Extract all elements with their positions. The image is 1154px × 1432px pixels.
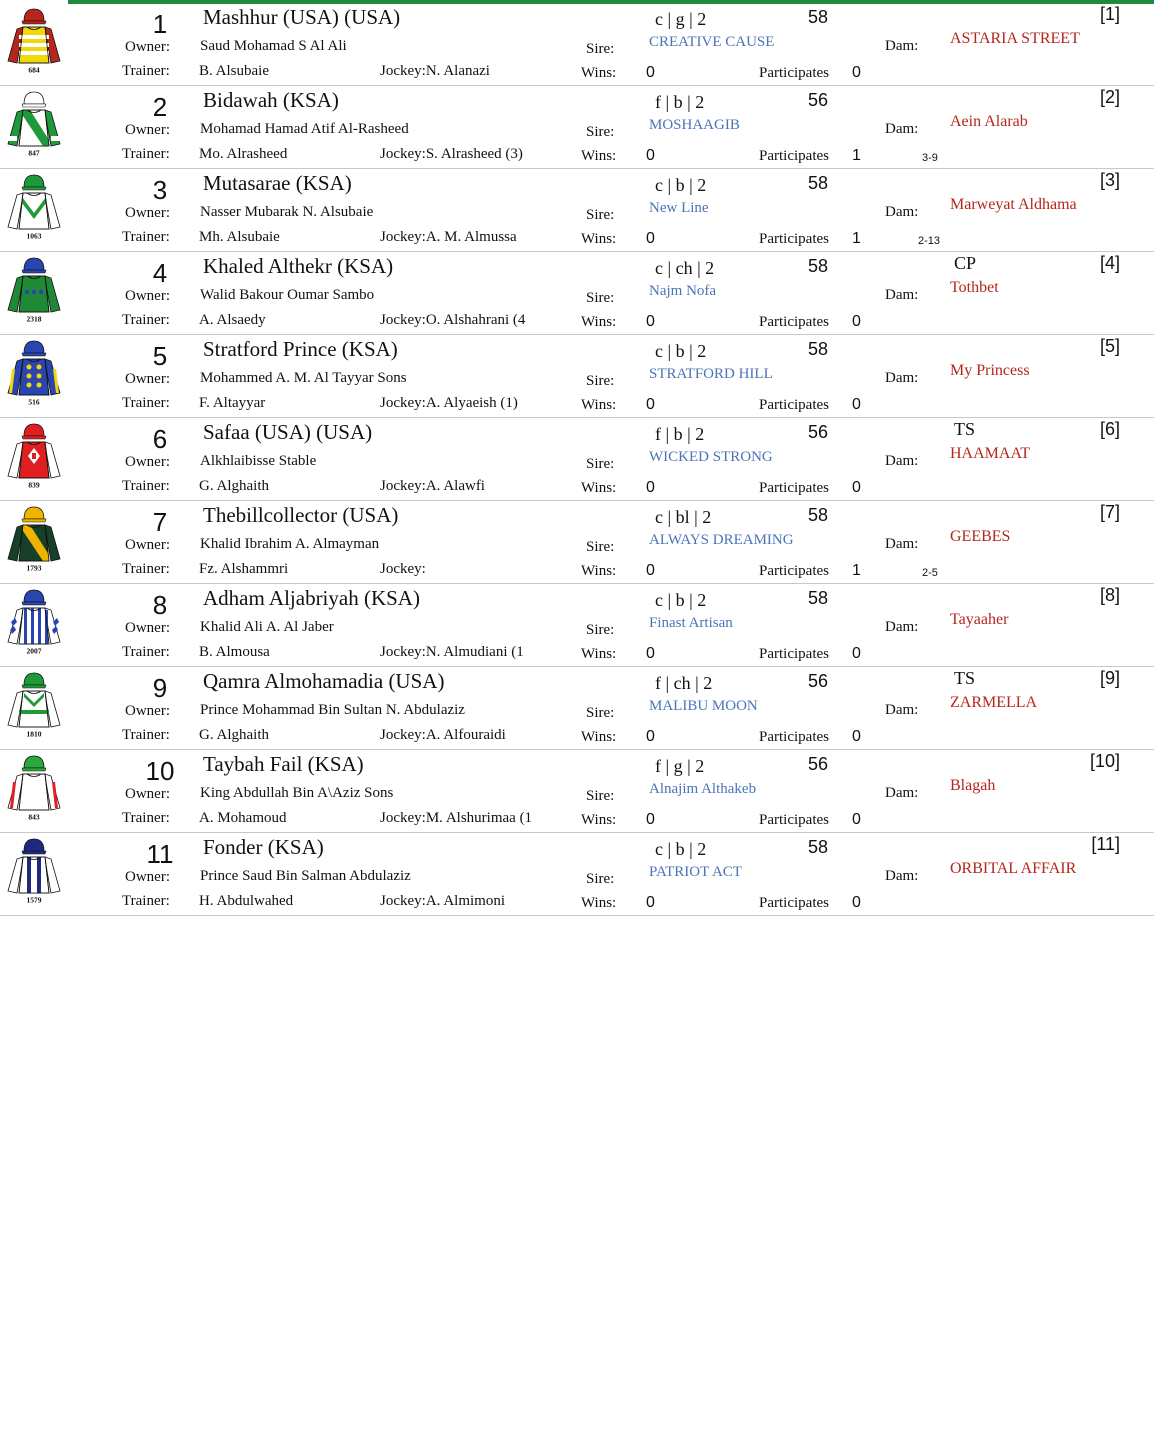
runner-number: 2 [152, 92, 168, 122]
participates-count: 0 [852, 811, 861, 828]
sire-label: Sire: [586, 41, 615, 57]
runner-number: 8 [152, 590, 168, 620]
sire-label: Sire: [586, 207, 615, 223]
dam-name: My Princess [950, 362, 1030, 379]
draw-position: [8] [1099, 585, 1120, 605]
trainer-name: B. Alsubaie [199, 63, 269, 79]
runner-row-3[interactable] [0, 169, 1154, 252]
silk-number: 847 [28, 148, 40, 158]
equipment-code: TS [954, 419, 976, 439]
trainer-name: G. Alghaith [199, 478, 269, 494]
runner-number: 3 [152, 175, 168, 205]
jockey-silks-icon [5, 171, 63, 243]
owner-label: Owner: [125, 786, 170, 802]
participates-label: Participates [759, 397, 829, 413]
runner-row-4[interactable] [0, 252, 1154, 335]
equipment-code: CP [954, 253, 977, 273]
owner-name: Prince Saud Bin Salman Abdulaziz [200, 868, 411, 884]
owner-name: Alkhlaibisse Stable [200, 453, 317, 469]
draw-position: [7] [1099, 502, 1120, 522]
sire-name: PATRIOT ACT [649, 864, 742, 880]
horse-name[interactable]: Qamra Almohamadia (USA) [203, 669, 445, 693]
participates-label: Participates [759, 231, 829, 247]
horse-description: c | b | 2 [655, 590, 707, 610]
owner-name: Mohamad Hamad Atif Al-Rasheed [200, 121, 409, 137]
trainer-name: Mo. Alrasheed [199, 146, 288, 162]
owner-label: Owner: [125, 620, 170, 636]
sire-name: MALIBU MOON [649, 698, 758, 714]
trainer-name: Mh. Alsubaie [199, 229, 280, 245]
participates-label: Participates [759, 480, 829, 496]
jockey-silks-icon [5, 752, 63, 824]
horse-name[interactable]: Khaled Althekr (KSA) [203, 254, 394, 278]
trainer-label: Trainer: [122, 561, 170, 577]
jockey-name: Jockey:A. Alawfi [380, 478, 485, 494]
participates-label: Participates [759, 729, 829, 745]
dam-name: Marweyat Aldhama [950, 196, 1077, 213]
runner-row-7[interactable] [0, 501, 1154, 584]
carried-weight: 58 [808, 588, 829, 608]
wins-count: 0 [646, 728, 655, 745]
jockey-silks-icon [5, 835, 63, 907]
silk-number: 684 [28, 65, 40, 75]
dam-label: Dam: [885, 287, 919, 303]
owner-label: Owner: [125, 869, 170, 885]
trainer-label: Trainer: [122, 644, 170, 660]
jockey-name: Jockey:A. Almimoni [380, 893, 505, 909]
horse-description: f | b | 2 [655, 92, 705, 112]
trainer-name: B. Almousa [199, 644, 270, 660]
participates-count: 1 [852, 562, 861, 579]
jockey-name: Jockey:M. Alshurimaa (1 [380, 810, 533, 826]
trainer-label: Trainer: [122, 893, 170, 909]
horse-description: c | b | 2 [655, 839, 707, 859]
participates-count: 1 [852, 147, 861, 164]
draw-position: [3] [1099, 170, 1120, 190]
runner-row-10[interactable] [0, 750, 1154, 833]
trainer-label: Trainer: [122, 478, 170, 494]
participates-count: 0 [852, 645, 861, 662]
carried-weight: 56 [808, 422, 829, 442]
owner-name: Walid Bakour Oumar Sambo [200, 287, 375, 303]
participates-label: Participates [759, 65, 829, 81]
sire-label: Sire: [586, 124, 615, 140]
carried-weight: 58 [808, 339, 829, 359]
wins-label: Wins: [581, 397, 617, 413]
carried-weight: 56 [808, 754, 829, 774]
jockey-silks-icon [5, 5, 63, 77]
trainer-label: Trainer: [122, 146, 170, 162]
participates-count: 0 [852, 64, 861, 81]
dam-name: Aein Alarab [950, 113, 1028, 130]
horse-name[interactable]: Safaa (USA) (USA) [203, 420, 373, 444]
form-record: 2-13 [918, 235, 941, 247]
trainer-label: Trainer: [122, 63, 170, 79]
wins-label: Wins: [581, 895, 617, 911]
draw-position: [9] [1099, 668, 1120, 688]
jockey-name: Jockey:A. M. Almussa [380, 229, 517, 245]
horse-name[interactable]: Adham Aljabriyah (KSA) [203, 586, 420, 610]
owner-label: Owner: [125, 371, 170, 387]
owner-label: Owner: [125, 39, 170, 55]
wins-count: 0 [646, 645, 655, 662]
participates-count: 1 [852, 230, 861, 247]
carried-weight: 56 [808, 671, 829, 691]
form-record: 2-5 [922, 567, 938, 579]
sire-label: Sire: [586, 871, 615, 887]
wins-count: 0 [646, 562, 655, 579]
sire-name: ALWAYS DREAMING [649, 532, 794, 548]
draw-position: [1] [1099, 4, 1120, 24]
participates-count: 0 [852, 396, 861, 413]
horse-description: f | g | 2 [655, 756, 705, 776]
jockey-silks-icon [5, 337, 63, 409]
horse-name[interactable]: Bidawah (KSA) [203, 88, 339, 112]
owner-name: Khalid Ali A. Al Jaber [200, 619, 334, 635]
owner-label: Owner: [125, 288, 170, 304]
jockey-name: Jockey: [380, 561, 426, 577]
draw-position: [2] [1099, 87, 1120, 107]
dam-label: Dam: [885, 453, 919, 469]
equipment-code: TS [954, 668, 976, 688]
wins-label: Wins: [581, 563, 617, 579]
carried-weight: 58 [808, 7, 829, 27]
participates-label: Participates [759, 895, 829, 911]
owner-name: Mohammed A. M. Al Tayyar Sons [200, 370, 407, 386]
silk-number: 1793 [26, 563, 42, 573]
sire-name: WICKED STRONG [649, 449, 773, 465]
dam-name: ORBITAL AFFAIR [950, 860, 1077, 877]
dam-name: Tothbet [950, 279, 999, 296]
silk-number: 516 [28, 397, 40, 407]
participates-label: Participates [759, 812, 829, 828]
owner-label: Owner: [125, 454, 170, 470]
jockey-silks-icon [5, 88, 63, 160]
runner-row-2[interactable] [0, 86, 1154, 169]
sire-name: Finast Artisan [649, 615, 733, 631]
carried-weight: 58 [808, 256, 829, 276]
trainer-label: Trainer: [122, 810, 170, 826]
draw-position: [4] [1099, 253, 1120, 273]
jockey-name: Jockey:O. Alshahrani (4 [380, 312, 526, 328]
draw-position: [5] [1099, 336, 1120, 356]
dam-name: ZARMELLA [950, 694, 1038, 711]
jockey-silks-icon [5, 420, 63, 492]
participates-count: 0 [852, 479, 861, 496]
horse-name[interactable]: Thebillcollector (USA) [203, 503, 399, 527]
wins-count: 0 [646, 230, 655, 247]
horse-name[interactable]: Mutasarae (KSA) [203, 171, 352, 195]
horse-description: c | bl | 2 [655, 507, 712, 527]
trainer-name: A. Alsaedy [199, 312, 266, 328]
jockey-name: Jockey:A. Alfouraidi [380, 727, 506, 743]
participates-count: 0 [852, 313, 861, 330]
trainer-label: Trainer: [122, 229, 170, 245]
sire-label: Sire: [586, 705, 615, 721]
carried-weight: 58 [808, 173, 829, 193]
jockey-silks-icon [5, 503, 63, 575]
silk-number: 2007 [26, 646, 42, 656]
dam-label: Dam: [885, 204, 919, 220]
owner-label: Owner: [125, 703, 170, 719]
dam-name: GEEBES [950, 528, 1011, 545]
draw-position: [10] [1089, 751, 1120, 771]
jockey-name: Jockey:S. Alrasheed (3) [380, 146, 523, 162]
runner-number: 11 [146, 839, 174, 869]
trainer-label: Trainer: [122, 395, 170, 411]
wins-count: 0 [646, 396, 655, 413]
owner-name: Prince Mohammad Bin Sultan N. Abdulaziz [200, 702, 465, 718]
runner-row-8[interactable] [0, 584, 1154, 667]
trainer-name: G. Alghaith [199, 727, 269, 743]
sire-label: Sire: [586, 456, 615, 472]
trainer-name: H. Abdulwahed [199, 893, 294, 909]
jockey-name: Jockey:N. Alanazi [380, 63, 490, 79]
sire-name: New Line [649, 200, 709, 216]
trainer-label: Trainer: [122, 727, 170, 743]
dam-label: Dam: [885, 785, 919, 801]
runner-row-11[interactable] [0, 833, 1154, 916]
silk-number: 2318 [26, 314, 42, 324]
sire-name: Alnajim Althakeb [649, 781, 757, 797]
horse-name[interactable]: Mashhur (USA) (USA) [203, 5, 401, 29]
horse-description: c | g | 2 [655, 9, 707, 29]
runner-number: 1 [152, 9, 168, 39]
wins-count: 0 [646, 479, 655, 496]
silk-number: 843 [28, 812, 40, 822]
dam-name: Tayaaher [950, 611, 1009, 628]
sire-label: Sire: [586, 290, 615, 306]
owner-label: Owner: [125, 205, 170, 221]
participates-label: Participates [759, 148, 829, 164]
runner-number: 7 [152, 507, 168, 537]
trainer-label: Trainer: [122, 312, 170, 328]
wins-count: 0 [646, 313, 655, 330]
sire-label: Sire: [586, 622, 615, 638]
owner-name: Nasser Mubarak N. Alsubaie [200, 204, 374, 220]
wins-label: Wins: [581, 65, 617, 81]
carried-weight: 58 [808, 505, 829, 525]
jockey-silks-icon [5, 669, 63, 741]
sire-name: CREATIVE CAUSE [649, 34, 775, 50]
form-record: 3-9 [922, 152, 938, 164]
owner-name: King Abdullah Bin A\Aziz Sons [200, 785, 394, 801]
runner-number: 5 [152, 341, 168, 371]
carried-weight: 56 [808, 90, 829, 110]
carried-weight: 58 [808, 837, 829, 857]
runner-row-9[interactable] [0, 667, 1154, 750]
owner-label: Owner: [125, 537, 170, 553]
horse-description: f | b | 2 [655, 424, 705, 444]
wins-label: Wins: [581, 480, 617, 496]
wins-label: Wins: [581, 729, 617, 745]
runner-row-5[interactable] [0, 335, 1154, 418]
sire-label: Sire: [586, 539, 615, 555]
participates-label: Participates [759, 646, 829, 662]
dam-name: HAAMAAT [950, 445, 1030, 462]
dam-label: Dam: [885, 868, 919, 884]
wins-count: 0 [646, 64, 655, 81]
runner-number: 4 [152, 258, 168, 288]
wins-label: Wins: [581, 231, 617, 247]
participates-count: 0 [852, 894, 861, 911]
runner-row-1[interactable] [0, 3, 1154, 86]
wins-label: Wins: [581, 148, 617, 164]
dam-label: Dam: [885, 370, 919, 386]
dam-label: Dam: [885, 121, 919, 137]
sire-name: MOSHAAGIB [649, 117, 740, 133]
race-card [0, 3, 1154, 916]
horse-description: c | b | 2 [655, 341, 707, 361]
horse-name[interactable]: Taybah Fail (KSA) [203, 752, 364, 776]
horse-description: f | ch | 2 [655, 673, 713, 693]
wins-label: Wins: [581, 314, 617, 330]
runner-number: 10 [145, 756, 175, 786]
wins-label: Wins: [581, 646, 617, 662]
runner-number: 6 [152, 424, 168, 454]
dam-label: Dam: [885, 702, 919, 718]
silk-number: 1579 [26, 895, 42, 905]
runner-row-6[interactable] [0, 418, 1154, 501]
wins-count: 0 [646, 894, 655, 911]
wins-count: 0 [646, 147, 655, 164]
dam-name: Blagah [950, 777, 996, 794]
runner-number: 9 [152, 673, 168, 703]
jockey-silks-icon [5, 254, 63, 326]
horse-description: c | b | 2 [655, 175, 707, 195]
sire-name: STRATFORD HILL [649, 366, 773, 382]
trainer-name: Fz. Alshammri [199, 561, 289, 577]
horse-name[interactable]: Stratford Prince (KSA) [203, 337, 398, 361]
wins-count: 0 [646, 811, 655, 828]
sire-label: Sire: [586, 373, 615, 389]
silk-number: 1063 [26, 231, 42, 241]
jockey-name: Jockey:A. Alyaeish (1) [380, 395, 518, 411]
jockey-name: Jockey:N. Almudiani (1 [380, 644, 524, 660]
horse-description: c | ch | 2 [655, 258, 715, 278]
owner-label: Owner: [125, 122, 170, 138]
trainer-name: F. Altayyar [199, 395, 266, 411]
sire-label: Sire: [586, 788, 615, 804]
jockey-silks-icon [5, 586, 63, 658]
owner-name: Saud Mohamad S Al Ali [200, 38, 347, 54]
owner-name: Khalid Ibrahim A. Almayman [200, 536, 380, 552]
trainer-name: A. Mohamoud [199, 810, 287, 826]
draw-position: [6] [1099, 419, 1120, 439]
dam-label: Dam: [885, 536, 919, 552]
horse-name[interactable]: Fonder (KSA) [203, 835, 324, 859]
silk-number: 839 [28, 480, 40, 490]
draw-position: [11] [1091, 834, 1120, 854]
dam-name: ASTARIA STREET [950, 30, 1080, 47]
sire-name: Najm Nofa [649, 283, 717, 299]
dam-label: Dam: [885, 38, 919, 54]
participates-count: 0 [852, 728, 861, 745]
participates-label: Participates [759, 563, 829, 579]
participates-label: Participates [759, 314, 829, 330]
silk-number: 1810 [26, 729, 42, 739]
dam-label: Dam: [885, 619, 919, 635]
wins-label: Wins: [581, 812, 617, 828]
